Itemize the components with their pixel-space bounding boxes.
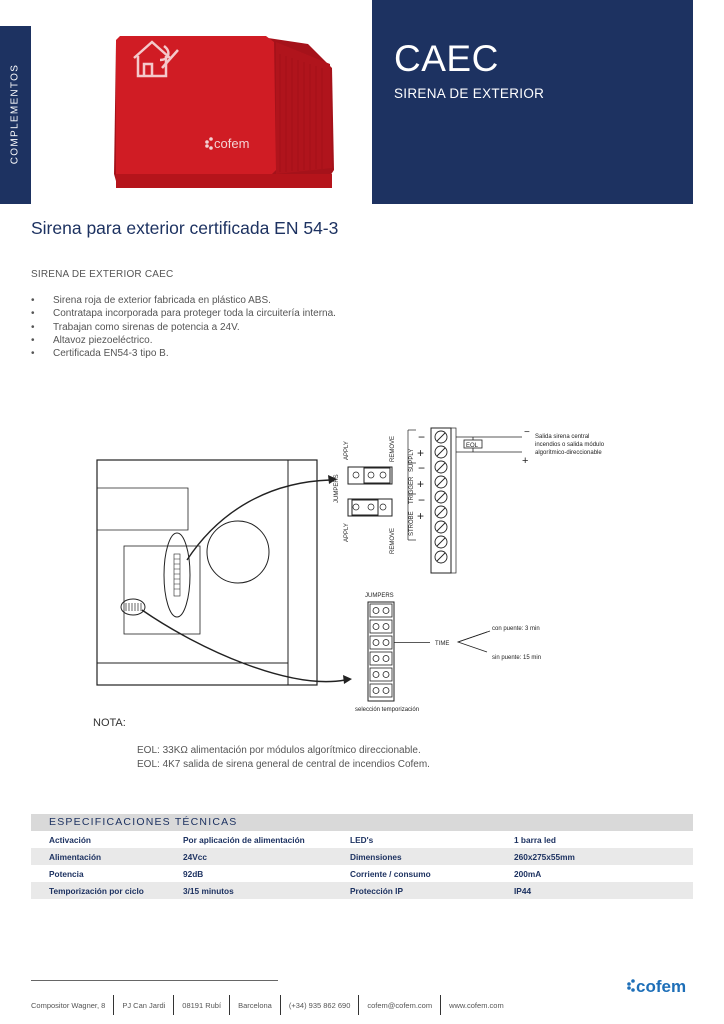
page-headline: Sirena para exterior certificada EN 54-3 (31, 218, 339, 238)
svg-text:APPLY: APPLY (344, 523, 350, 542)
svg-text:con puente: 3 min: con puente: 3 min (492, 626, 540, 632)
table-row (31, 831, 693, 848)
footer-contact (31, 995, 504, 1015)
side-category-tab (0, 26, 31, 204)
list-item: • Altavoz piezoeléctrico. (31, 334, 355, 347)
spec-label: Protección IP (350, 885, 404, 896)
footer-separator (173, 995, 174, 1015)
spec-value: Por aplicación de alimentación (183, 834, 305, 845)
svg-text:JUMPERS: JUMPERS (334, 474, 340, 503)
spec-label: Corriente / consumo (350, 868, 431, 879)
list-item: • Certificada EN54-3 tipo B. (31, 347, 355, 360)
footer-separator (113, 995, 114, 1015)
footer-area: PJ Can Jardi (122, 1000, 166, 1010)
spec-label: Temporización por ciclo (49, 885, 144, 896)
svg-text:TIME: TIME (435, 641, 450, 647)
svg-text:cofem: cofem (214, 136, 250, 151)
svg-text:+: + (417, 477, 425, 491)
svg-text:−: − (418, 461, 426, 475)
footer-website-link[interactable]: www.cofem.com (449, 1000, 504, 1010)
spec-value: 1 barra led (514, 834, 556, 845)
svg-text:+: + (522, 455, 529, 467)
footer-postcode: 08191 Rubí (182, 1000, 222, 1010)
spec-value: 24Vcc (183, 851, 207, 862)
header-panel (372, 0, 693, 204)
svg-text:REMOVE: REMOVE (390, 435, 396, 462)
siren-product-image (108, 34, 344, 192)
speaker (207, 521, 269, 583)
spec-label: Alimentación (49, 851, 102, 862)
note-line: EOL: 33KΩ alimentación por módulos algorítmico direccionable. (137, 745, 421, 756)
svg-text:−: − (418, 430, 426, 444)
siren-housing-outline (97, 460, 317, 685)
list-item: • Sirena roja de exterior fabricada en plástico ABS. (31, 294, 355, 307)
terminal-highlight (164, 533, 190, 617)
note-lines (137, 744, 430, 772)
table-row (31, 865, 693, 882)
footer-separator (358, 995, 359, 1015)
table-row (31, 848, 693, 865)
spec-value: 3/15 minutos (183, 885, 234, 896)
svg-text:algorítmico-direccionable: algorítmico-direccionable (535, 450, 602, 456)
svg-text:JUMPERS: JUMPERS (365, 593, 394, 599)
svg-text:REMOVE: REMOVE (390, 527, 396, 554)
svg-text:cofem: cofem (636, 977, 687, 995)
svg-text:−: − (524, 427, 530, 438)
footer-phone: (+34) 935 862 690 (288, 1000, 351, 1010)
spec-value: IP44 (514, 885, 532, 896)
spec-value: 200mA (514, 868, 542, 879)
table-row (31, 882, 693, 899)
wiring-diagram (90, 420, 650, 720)
note-line: EOL: 4K7 salida de sirena general de central de incendios Cofem. (137, 759, 430, 770)
svg-text:selección temporización: selección temporización (355, 707, 420, 713)
product-model: CAEC (394, 38, 499, 79)
svg-text:STROBE: STROBE (409, 511, 415, 536)
product-subtitle: SIRENA DE EXTERIOR (394, 86, 545, 101)
cofem-logo (626, 975, 696, 995)
svg-text:+: + (417, 446, 425, 460)
spec-label: LED's (350, 834, 374, 845)
svg-text:+: + (417, 509, 425, 523)
feature-list (31, 294, 355, 360)
list-item: • Contratapa incorporada para proteger toda la circuitería interna. (31, 307, 355, 320)
svg-text:APPLY: APPLY (344, 441, 350, 460)
list-item: • Trabajan como sirenas de potencia a 24V. (31, 321, 355, 334)
spec-value: 260x275x55mm (514, 851, 575, 862)
section-label: SIRENA DE EXTERIOR CAEC (31, 269, 174, 280)
footer-divider (31, 980, 278, 981)
footer-address: Compositor Wagner, 8 (31, 1000, 106, 1010)
spec-label: Potencia (49, 868, 84, 879)
svg-text:−: − (418, 493, 426, 507)
footer-separator (280, 995, 281, 1015)
svg-text:Salida sirena central: Salida sirena central (535, 434, 590, 440)
side-tab-label: COMPLEMENTOS (9, 63, 21, 165)
svg-text:incendios o salida módulo: incendios o salida módulo (535, 442, 605, 448)
spec-value: 92dB (183, 868, 204, 879)
svg-text:sin puente: 15 min: sin puente: 15 min (492, 655, 542, 661)
svg-text:TRIGGER: TRIGGER (409, 476, 415, 504)
spec-label: Dimensiones (350, 851, 402, 862)
footer-separator (440, 995, 441, 1015)
note-label: NOTA: (93, 717, 126, 729)
svg-text:EOL: EOL (466, 443, 479, 449)
specs-title: ESPECIFICACIONES TÉCNICAS (31, 814, 693, 831)
footer-city: Barcelona (238, 1000, 272, 1010)
footer-separator (229, 995, 230, 1015)
specs-table (31, 814, 693, 899)
footer-email-link[interactable]: cofem@cofem.com (367, 1000, 433, 1010)
jumper-highlight (121, 599, 145, 615)
spec-label: Activación (49, 834, 91, 845)
svg-text:SUPPLY: SUPPLY (409, 448, 415, 472)
